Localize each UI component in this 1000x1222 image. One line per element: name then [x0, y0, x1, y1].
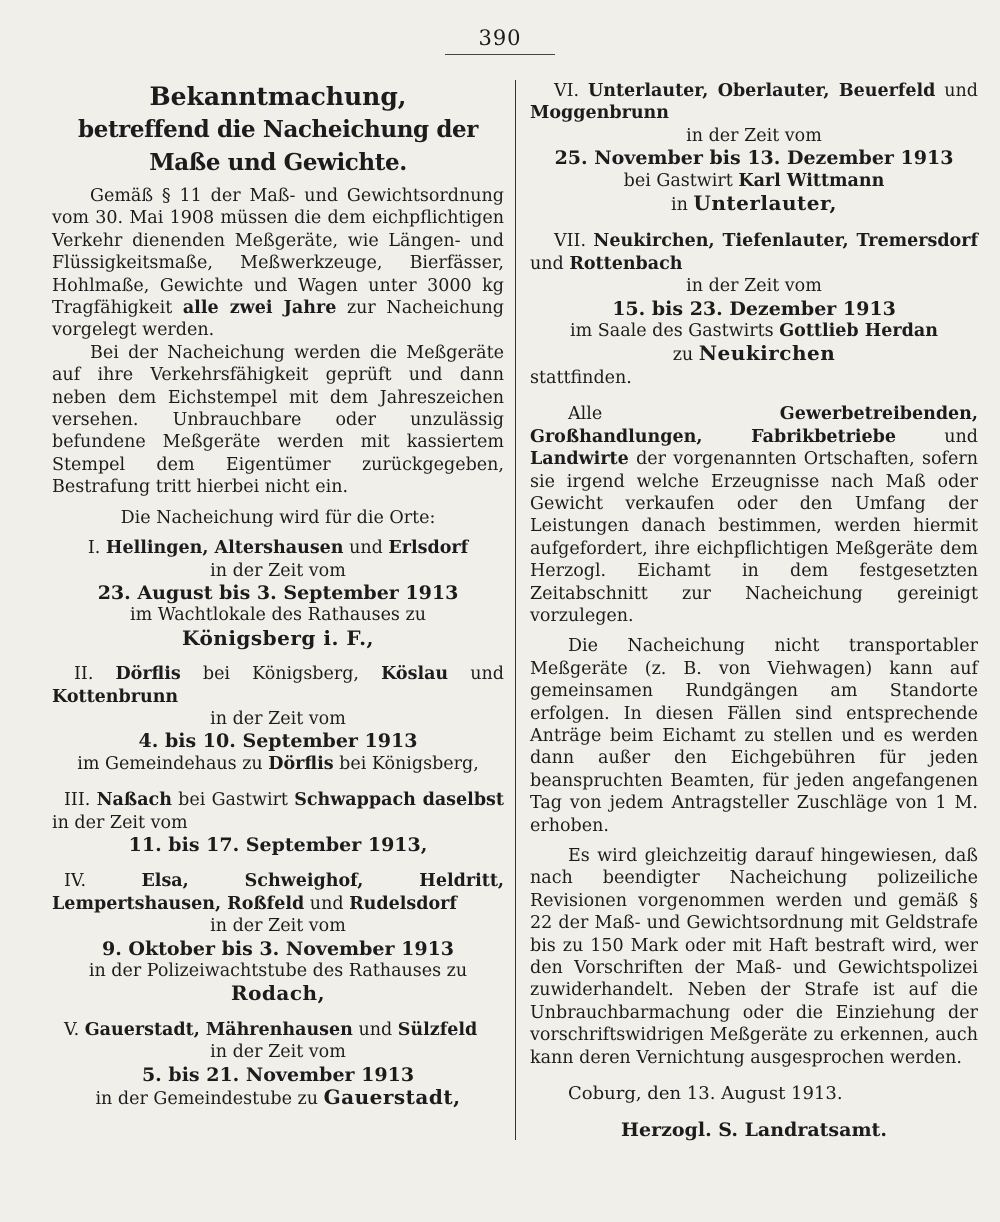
entry-connector: in — [670, 195, 688, 216]
right-paragraph-3: Es wird gleichzeitig darauf hingewiesen, daß nach beendigter Nacheichung polizeiliche Revisionen vorgenommen werden und gemäß § 22 der Maß- und Gewichtsordnung mit Geldstrafe bis zu 150 Mark oder mit Haft bestraft wird, wer den Vorschriften der Maß- und Gewichtspolizei zuwiderhandelt. Neben der Strafe ist auf die Unbrauchbarmachung oder die Einziehung der vorschriftswidrigen Meßgeräte zu erkennen, auch kann deren Vernichtung ausgesprochen werden. — [530, 846, 978, 1068]
entry-connector: und — [343, 538, 389, 559]
entry-number: VI. — [554, 81, 580, 101]
entry-places: Schwappach daselbst — [294, 790, 504, 811]
entry-places: Naßach — [96, 790, 172, 811]
paragraph-text: Alle — [568, 404, 603, 425]
entry-places: Neukirchen, Tiefenlauter, Tremersdorf — [593, 231, 978, 252]
paragraph-emphasis: Gewerbetreibenden, Großhandlungen, Fabrikbetriebe — [530, 404, 978, 447]
entry-number: VII. — [554, 231, 587, 252]
entry-places: Dörflis — [115, 664, 181, 685]
entry-places: Unterlauter, Oberlauter, Beuerfeld — [587, 81, 936, 101]
entry-connector: bei Königsberg, — [180, 664, 382, 685]
entry-city: Unterlauter, — [693, 191, 838, 216]
column-divider — [515, 80, 516, 1140]
entry-places: Rudelsdorf — [349, 893, 457, 914]
location-entry-2 — [52, 663, 504, 775]
right-paragraph-1 — [530, 403, 978, 627]
entry-venue-place: Karl Wittmann — [738, 170, 885, 191]
entry-places: Gauerstadt, Mährenhausen — [84, 1019, 353, 1040]
entry-venue-place: Gottlieb Herdan — [779, 321, 938, 342]
entry-venue-end: bei Königsberg, — [339, 753, 479, 774]
entry-connector: bei Gastwirt — [171, 790, 295, 811]
entry-venue: im Wachtlokale des Rathauses zu — [130, 605, 426, 626]
intro-emphasis: alle zwei Jahre — [182, 298, 337, 319]
entry-connector: und — [352, 1019, 398, 1040]
entry-number: II. — [74, 664, 94, 685]
entry-period-label: in der Zeit vom — [210, 560, 346, 581]
entry-places: Hellingen, Altershausen — [105, 538, 344, 559]
subtitle-line: betreffend die Nacheichung der Maße und Gewichte. — [78, 116, 478, 176]
entry-venue: in der Gemeindestube zu — [95, 1089, 318, 1110]
location-entry-1 — [52, 537, 504, 649]
entry-places: Sülzfeld — [397, 1019, 478, 1040]
entry-dates: 23. August bis 3. September 1913 — [97, 581, 459, 604]
intro-paragraph-3: Die Nacheichung wird für die Orte: — [120, 507, 436, 528]
paragraph-emphasis: Landwirte — [530, 449, 629, 470]
entry-dates: 25. November bis 13. Dezember 1913 — [554, 147, 954, 170]
entry-city: Neukirchen — [698, 341, 836, 366]
entry-number: I. — [87, 538, 101, 559]
entry-period-label: in der Zeit vom — [686, 125, 822, 146]
page-number: 390 — [478, 26, 522, 50]
intro-paragraph-2: Bei der Nacheichung werden die Meßgeräte auf ihre Verkehrsfähigkeit geprüft und dann neben dem Eichstempel mit dem Jahreszeichen versehen. Unbrauchbare oder unzulässig befundene Meßgeräte werden mit kassiertem Stempel dem Eigentümer zurückgegeben, Bestrafung tritt hierbei nicht ein. — [52, 342, 504, 498]
entry-places: Kottenbrunn — [52, 686, 179, 707]
location-entry-6 — [530, 80, 978, 216]
header-rule — [445, 54, 555, 55]
place-date: Coburg, den 13. August 1913. — [568, 1083, 843, 1105]
entry-period-label: in der Zeit vom — [210, 1042, 346, 1063]
entry-number: III. — [64, 790, 91, 811]
entry-connector: und — [448, 664, 504, 685]
entry-number: IV. — [64, 871, 87, 892]
right-paragraph-2: Die Nacheichung nicht transportabler Meßgeräte (z. B. von Viehwagen) kann auf gemeinsamen Rundgängen am Standorte erfolgen. In diesen Fällen sind entsprechende Anträge beim Eichamt zu stellen und es werden dann außer den Eichgebühren für jeden beanspruchten Beamten, für jeden angefangenen Tag von jedem Antragsteller Zuschläge von 1 M. erhoben. — [530, 636, 978, 836]
entry-venue: in der Polizeiwachtstube des Rathauses zu — [88, 961, 468, 981]
entry-city: Königsberg i. F., — [182, 625, 374, 650]
entry-places: Moggenbrunn — [530, 103, 670, 124]
entry-places: Rottenbach — [569, 253, 683, 274]
location-entry-3 — [52, 789, 504, 856]
entry-venue: im Saale des Gastwirts — [570, 321, 774, 342]
entry-dates: 4. bis 10. September 1913 — [138, 730, 418, 753]
entry-city: Rodach, — [230, 981, 326, 1006]
entry-period-label: in der Zeit vom — [686, 276, 822, 297]
paragraph-connector: und — [944, 426, 978, 447]
entry-tail: stattfinden. — [530, 367, 632, 388]
entry-venue: bei Gastwirt — [623, 170, 733, 191]
entry-connector: und — [304, 893, 350, 914]
entry-places: Erlsdorf — [388, 538, 469, 559]
entry-number: V. — [64, 1019, 80, 1040]
signature: Herzogl. S. Landratsamt. — [621, 1119, 887, 1142]
location-entry-7 — [530, 230, 978, 389]
title-line: Bekanntmachung, — [149, 82, 407, 111]
entry-venue: im Gemeindehaus zu — [77, 753, 263, 774]
entry-dates: 11. bis 17. September 1913, — [128, 833, 428, 856]
document-title — [52, 80, 504, 179]
entry-connector: und — [935, 81, 978, 101]
entry-dates: 9. Oktober bis 3. November 1913 — [101, 937, 455, 960]
intro-paragraph-1 — [52, 185, 504, 342]
right-column — [530, 80, 978, 1142]
location-entry-4 — [52, 870, 504, 1004]
paragraph-text: der vorgenannten Ortschaften, sofern sie irgend welche Erzeugnisse nach Maß oder Gewicht verkaufen oder den Umfang der Leistungen danach bestimmen, werden hiermit aufgefordert, ihre eichpflichtigen Meßgeräte dem Herzogl. Eichamt in dem festgesetzten Zeitabschnitt zur Nacheichung gereinigt vorzulegen. — [530, 449, 978, 626]
intro-text: Gemäß § 11 der Maß- und Gewichtsordnung vom 30. Mai 1908 müssen die dem eichpflichtigen Verkehr dienenden Meßgeräte, wie Längen- und Flüssigkeitsmaße, Meßwerkzeuge, Bierfässer, Hohlmaße, Gewichte und Wagen unter 3000 kg Tragfähigkeit — [52, 186, 504, 319]
entry-venue-place: Dörflis — [268, 753, 334, 774]
entry-dates: 15. bis 23. Dezember 1913 — [612, 297, 896, 320]
entry-dates: 5. bis 21. November 1913 — [141, 1063, 415, 1086]
entry-period-label: in der Zeit vom — [210, 708, 346, 729]
entry-period-label: in der Zeit vom — [52, 812, 188, 833]
left-column — [52, 80, 504, 1110]
entry-connector: zu — [672, 345, 694, 366]
entry-places: Köslau — [381, 664, 449, 685]
entry-period-label: in der Zeit vom — [210, 916, 346, 937]
entry-connector: und — [530, 253, 570, 274]
intro-text-end: zur Nacheichung vorgelegt werden. — [52, 298, 504, 341]
entry-city: Gauerstadt, — [323, 1085, 461, 1110]
entry-places: Elsa, Schweighof, Heldritt, Lempertshausen, Roßfeld — [52, 871, 504, 914]
location-entry-5 — [52, 1019, 504, 1111]
